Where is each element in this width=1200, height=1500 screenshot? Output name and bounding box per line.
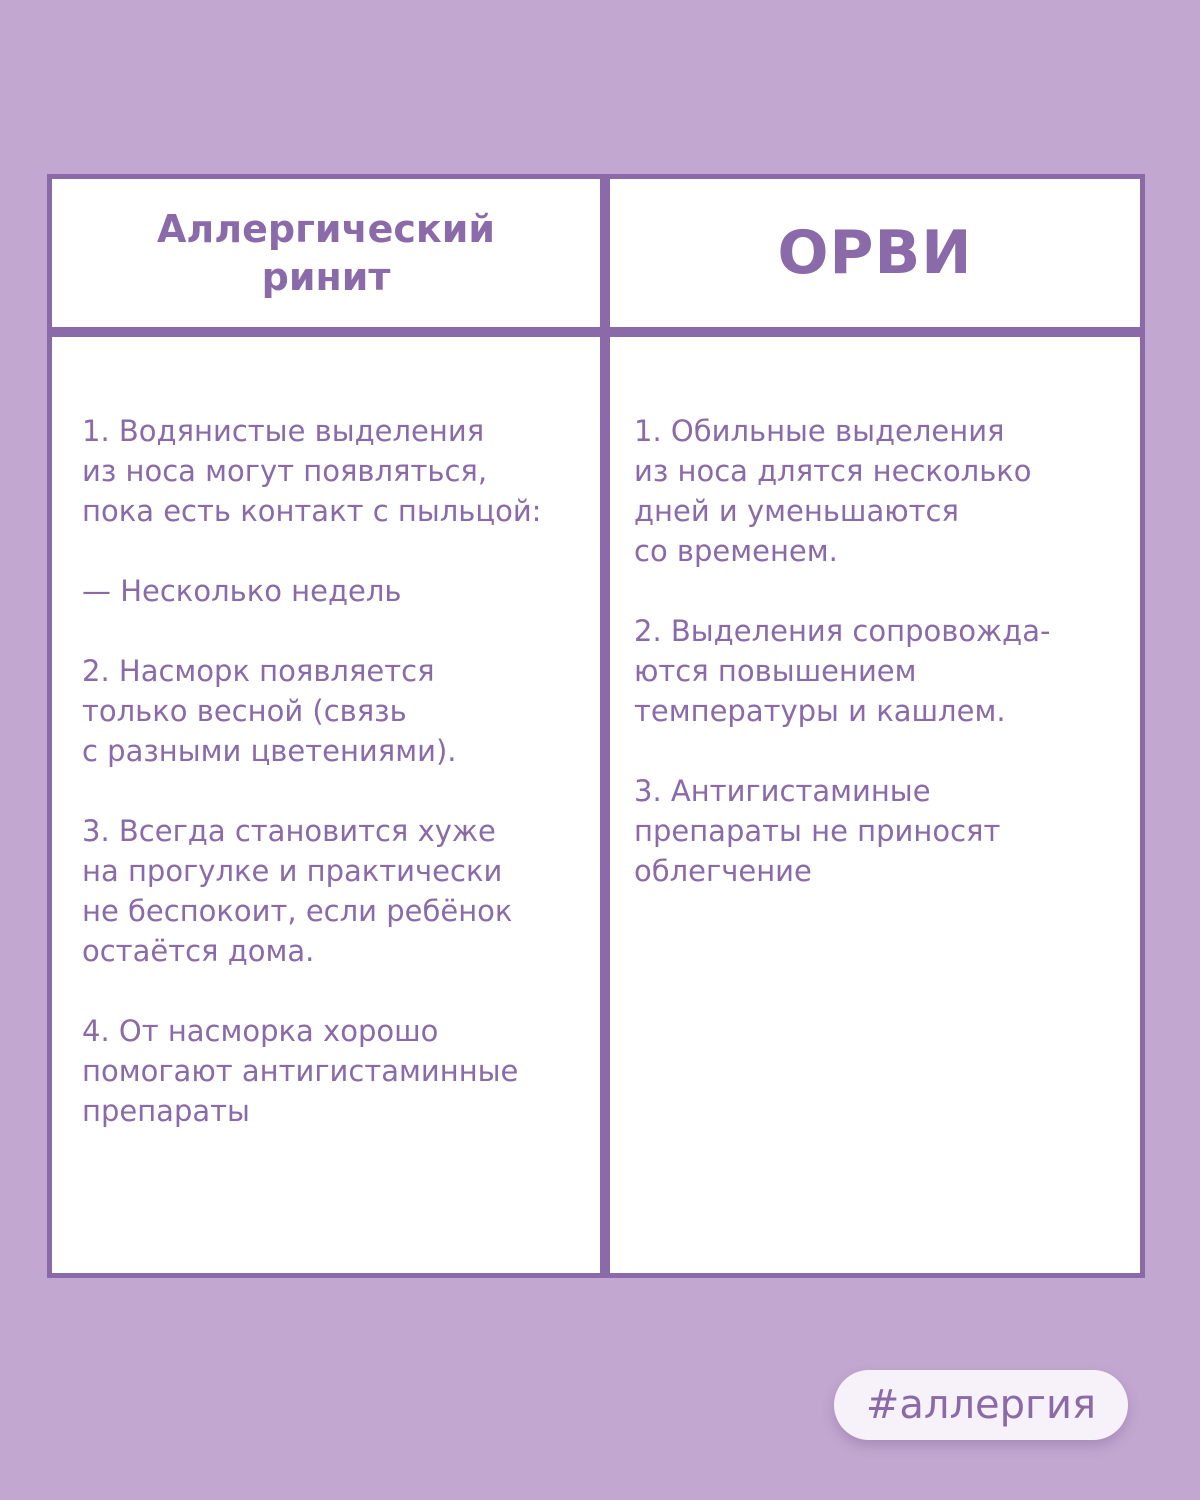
- left-column-header: Аллергический ринит: [157, 207, 495, 299]
- column-divider: [600, 179, 610, 1273]
- left-column-text: 1. Водянистые выделения из носа могут появляться, пока есть контакт с пыльцой: — Несколько недель 2. Насморк появляется только весной (связь с разными цветениями). 3. Всегда становится хуже на прогулке и практически не беспокоит, если ребёнок остаётся дома. 4. От насморка хорошо помогают антигистаминные препараты: [82, 414, 542, 1128]
- hashtag-badge[interactable]: #аллергия: [834, 1370, 1128, 1440]
- right-column-text: 1. Обильные выделения из носа длятся несколько дней и уменьшаются со временем. 2. Выделения сопровожда- ются повышением температуры и кашлем. 3. Антигистаминые препараты не приносят облегчение: [634, 414, 1051, 888]
- header-divider: [52, 327, 1140, 337]
- comparison-table: [47, 174, 1145, 1278]
- right-column-header: ОРВИ: [777, 218, 973, 288]
